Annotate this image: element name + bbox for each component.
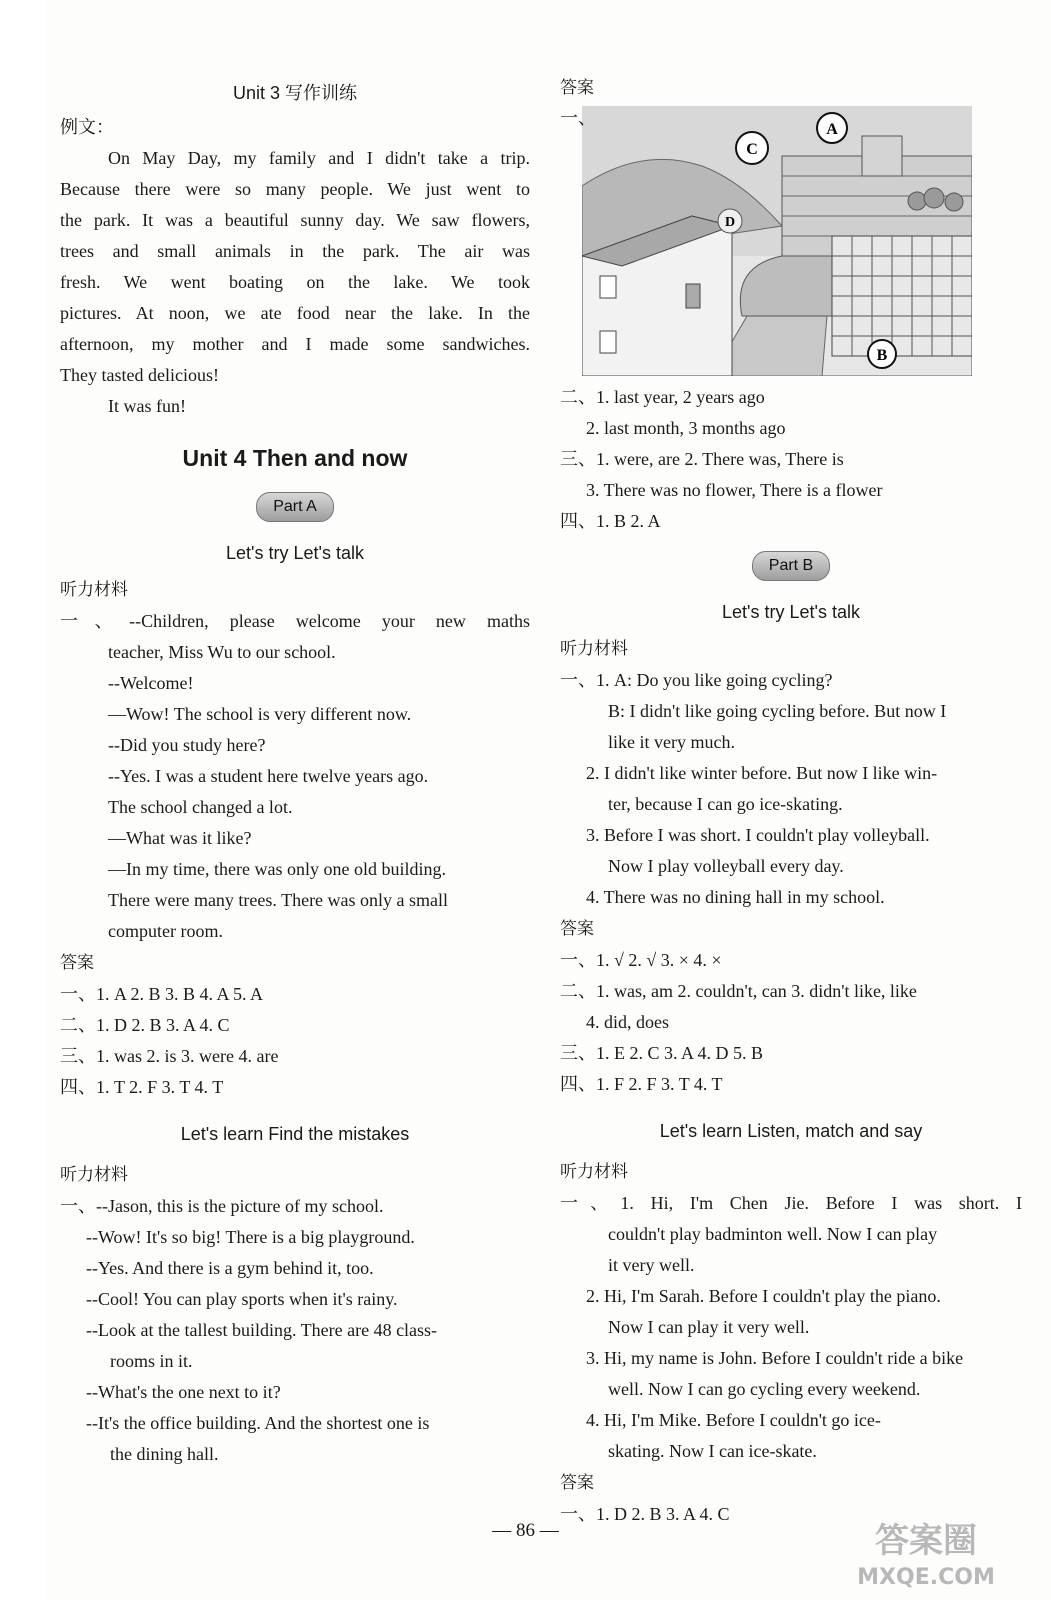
part-a-badge: Part A	[256, 492, 334, 522]
answer-line: 2. last month, 3 months ago	[586, 418, 786, 438]
dialog-line: computer room.	[108, 921, 223, 941]
essay-line: trees and small animals in the park. The air was	[60, 241, 530, 261]
listening-line: 3. Before I was short. I couldn't play volleyball.	[586, 825, 930, 845]
watermark-line1: 答案圈	[875, 1521, 977, 1561]
answer-line: 三、1. E 2. C 3. A 4. D 5. B	[560, 1043, 764, 1063]
part-b-badge-wrap	[560, 551, 1022, 591]
essay-line: the park. It was a beautiful sunny day. We saw flowers,	[60, 210, 530, 230]
listening-line: like it very much.	[608, 732, 735, 752]
answers-label: 答案	[560, 919, 594, 938]
school-picture	[560, 106, 972, 376]
answer-line: 三、1. were, are 2. There was, There is	[560, 449, 844, 469]
listening-label: 听力材料	[560, 639, 628, 658]
listening-label: 听力材料	[560, 1162, 628, 1181]
essay-line: On May Day, my family and I didn't take a trip.	[108, 148, 530, 168]
dialog-line: --Welcome!	[108, 673, 194, 693]
dialog-line: teacher, Miss Wu to our school.	[108, 642, 336, 662]
essay-line: fresh. We went boating on the lake. We took	[60, 272, 530, 292]
answer-line: 一、1. D 2. B 3. A 4. C	[560, 1504, 730, 1524]
listening-line: skating. Now I can ice-skate.	[608, 1441, 817, 1461]
listening-label: 听力材料	[60, 1165, 128, 1184]
watermark-line2: MXQE.COM	[857, 1565, 995, 1590]
dialog-line: rooms in it.	[110, 1351, 193, 1371]
left-column	[60, 72, 530, 1470]
listening-line: 2. I didn't like winter before. But now I like win-	[586, 763, 938, 783]
essay-line: afternoon, my mother and I made some sandwiches.	[60, 334, 530, 354]
listening-line: B: I didn't like going cycling before. But now I	[608, 701, 947, 721]
school-illustration	[582, 106, 972, 376]
essay-line: pictures. At noon, we ate food near the lake. In the	[60, 303, 530, 323]
answer-line: 二、1. last year, 2 years ago	[560, 387, 765, 407]
dialog-line: --Did you study here?	[108, 735, 266, 755]
unit4-title: Unit 4 Then and now	[182, 445, 408, 471]
essay-line: They tasted delicious!	[60, 365, 219, 385]
dialog-line: --Look at the tallest building. There are 48 class-	[86, 1320, 438, 1340]
listening-label: 听力材料	[60, 580, 128, 599]
listening-line: 2. Hi, I'm Sarah. Before I couldn't play the piano.	[586, 1286, 941, 1306]
section-heading: Let's try Let's talk	[722, 602, 860, 622]
section-heading: Let's try Let's talk	[226, 543, 364, 563]
dialog-line: --What's the one next to it?	[86, 1382, 281, 1402]
label-a: A	[826, 121, 838, 138]
answer-line: 四、1. B 2. A	[560, 511, 661, 531]
answer-line: 四、1. T 2. F 3. T 4. T	[60, 1077, 224, 1097]
listening-line: Now I can play it very well.	[608, 1317, 810, 1337]
dialog-line: --Yes. And there is a gym behind it, too.	[86, 1258, 374, 1278]
section-heading: Let's learn Find the mistakes	[180, 1124, 410, 1144]
section-heading: Let's learn Listen, match and say	[659, 1121, 923, 1141]
listening-line: couldn't play badminton well. Now I can play	[608, 1224, 938, 1244]
answers-label: 答案	[60, 953, 94, 972]
dialog-line: --Cool! You can play sports when it's rainy.	[86, 1289, 398, 1309]
answer-line: 三、1. was 2. is 3. were 4. are	[60, 1046, 279, 1066]
part-a-badge-wrap	[60, 492, 530, 532]
picture-item-number: 一、	[560, 108, 596, 128]
dialog-line: 一、--Jason, this is the picture of my school.	[60, 1196, 384, 1216]
listening-line: 4. Hi, I'm Mike. Before I couldn't go ice-	[586, 1410, 881, 1430]
listening-line: Now I play volleyball every day.	[608, 856, 844, 876]
page-number: — 86 —	[492, 1520, 559, 1541]
essay-line: Because there were so many people. We just went to	[60, 179, 530, 199]
answer-line: 一、1. A 2. B 3. B 4. A 5. A	[60, 984, 264, 1004]
page-margin	[0, 0, 46, 1600]
essay-line: It was fun!	[108, 396, 186, 416]
dialog-line: There were many trees. There was only a small	[108, 890, 449, 910]
dialog-line: —In my time, there was only one old building.	[108, 859, 446, 879]
listening-line: 一、1. Hi, I'm Chen Jie. Before I was short. I	[560, 1193, 1022, 1213]
dialog-line: —What was it like?	[108, 828, 252, 848]
dialog-line: The school changed a lot.	[108, 797, 293, 817]
listening-line: well. Now I can go cycling every weekend.	[608, 1379, 921, 1399]
answer-line: 一、1. √ 2. √ 3. × 4. ×	[560, 950, 722, 970]
answer-line: 四、1. F 2. F 3. T 4. T	[560, 1074, 723, 1094]
listening-line: 一、1. A: Do you like going cycling?	[560, 670, 833, 690]
dialog-line: the dining hall.	[110, 1444, 219, 1464]
answer-line: 4. did, does	[586, 1012, 669, 1032]
answer-line: 二、1. was, am 2. couldn't, can 3. didn't like, like	[560, 981, 917, 1001]
part-b-badge: Part B	[752, 551, 830, 581]
unit3-title: Unit 3 写作训练	[232, 83, 358, 103]
answer-line: 二、1. D 2. B 3. A 4. C	[60, 1015, 230, 1035]
listening-line: it very well.	[608, 1255, 695, 1275]
label-b: B	[876, 347, 888, 364]
listening-line: ter, because I can go ice-skating.	[608, 794, 843, 814]
label-c: C	[746, 141, 758, 158]
dialog-line: 一、--Children, please welcome your new maths	[60, 611, 530, 631]
dialog-line: --Wow! It's so big! There is a big playground.	[86, 1227, 415, 1247]
listening-line: 3. Hi, my name is John. Before I couldn't ride a bike	[586, 1348, 964, 1368]
dialog-line: --It's the office building. And the shortest one is	[86, 1413, 430, 1433]
dialog-line: —Wow! The school is very different now.	[108, 704, 412, 724]
listening-line: 4. There was no dining hall in my school.	[586, 887, 885, 907]
dialog-line: --Yes. I was a student here twelve years ago.	[108, 766, 429, 786]
label-d: D	[724, 215, 736, 230]
right-column	[560, 72, 1022, 1530]
answer-line: 3. There was no flower, There is a flower	[586, 480, 883, 500]
answers-label: 答案	[560, 78, 594, 97]
essay-label: 例文：	[60, 117, 114, 137]
watermark-logo	[821, 1512, 1031, 1592]
answers-label: 答案	[560, 1473, 594, 1492]
